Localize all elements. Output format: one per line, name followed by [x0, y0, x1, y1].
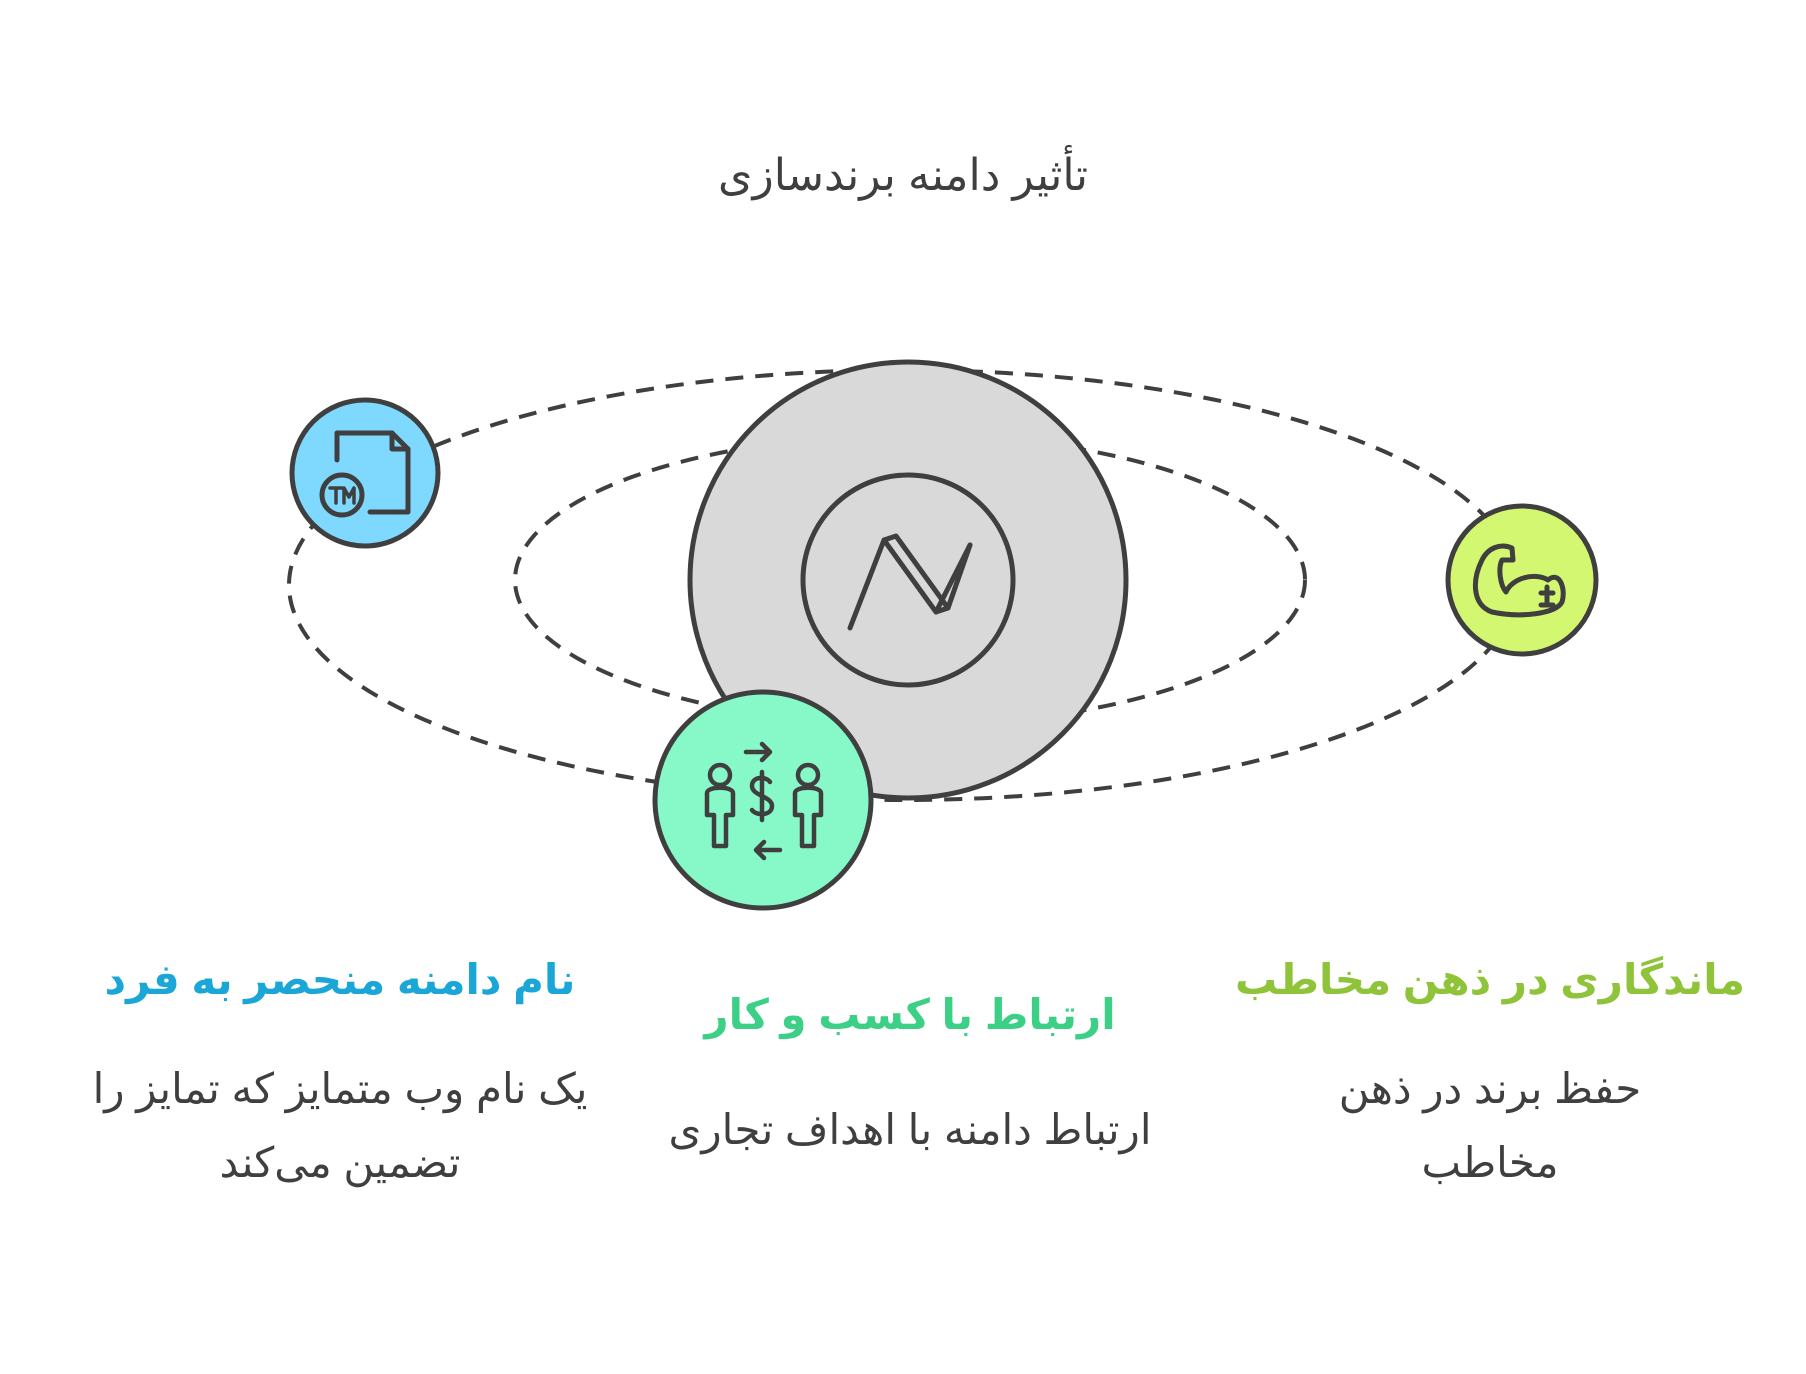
business-node: [655, 692, 871, 908]
retention-description: حفظ برند در ذهن مخاطب: [1338, 1065, 1642, 1186]
business-heading: ارتباط با کسب و کار: [704, 991, 1116, 1038]
unique-domain-heading: نام دامنه منحصر به فرد: [104, 956, 576, 1003]
business-description: ارتباط دامنه با اهداف تجاری: [668, 1106, 1152, 1153]
unique-domain-description: یک نام وب متمایز که تمایز را تضمین می‌کند: [92, 1065, 588, 1186]
unique-domain-node: [292, 400, 438, 546]
retention-node: [1448, 506, 1596, 654]
retention-heading: ماندگاری در ذهن مخاطب: [1235, 956, 1745, 1003]
diagram-title: تأثیر دامنه برندسازی: [718, 151, 1088, 200]
